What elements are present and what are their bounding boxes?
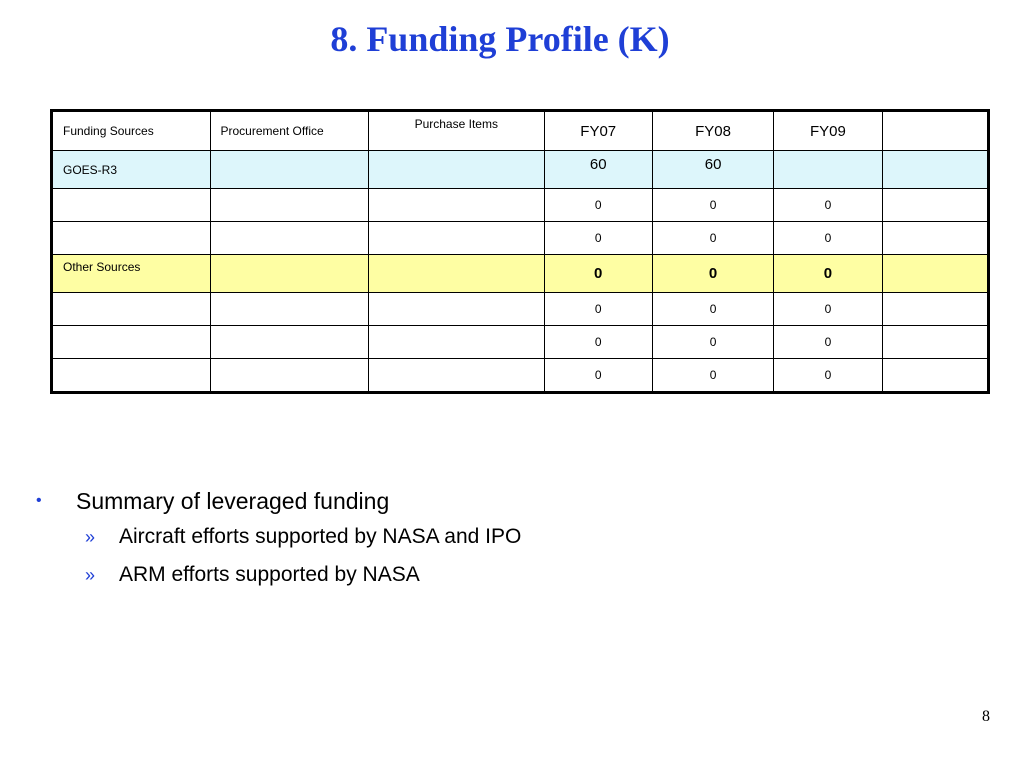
table-cell — [882, 255, 988, 293]
table-cell — [882, 293, 988, 326]
header-fy08: FY08 — [652, 111, 773, 151]
table-cell — [882, 359, 988, 393]
table-cell — [210, 255, 369, 293]
table-cell — [52, 359, 211, 393]
table-cell: 60 — [544, 151, 652, 189]
table-cell: 0 — [774, 359, 882, 393]
table-cell — [210, 326, 369, 359]
table-cell — [369, 222, 545, 255]
table-row — [52, 326, 989, 359]
table-cell: Other Sources — [52, 255, 211, 293]
header-blank — [882, 111, 988, 151]
bullet-dot-icon: • — [36, 492, 42, 509]
table-cell: 0 — [774, 255, 882, 293]
bullet-list — [35, 484, 935, 594]
table-cell — [52, 222, 211, 255]
table-row-goes — [52, 151, 989, 189]
table-cell — [210, 151, 369, 189]
table-cell — [369, 326, 545, 359]
table-cell: 0 — [544, 359, 652, 393]
table-cell — [52, 189, 211, 222]
table-cell — [210, 359, 369, 393]
table-cell — [369, 359, 545, 393]
table-cell — [52, 326, 211, 359]
table-cell: 0 — [774, 326, 882, 359]
header-procurement-office: Procurement Office — [210, 111, 369, 151]
table-cell: 0 — [652, 293, 773, 326]
table-row-other-sources — [52, 255, 989, 293]
table-header-row — [52, 111, 989, 151]
bullet-text: Summary of leveraged funding — [76, 487, 390, 514]
table-cell: 0 — [774, 293, 882, 326]
sub-bullet-text: Aircraft efforts supported by NASA and IPO — [119, 525, 522, 548]
table-cell: 0 — [652, 189, 773, 222]
sub-bullet-item — [35, 556, 935, 594]
page-number: 8 — [982, 708, 990, 725]
table-cell: 0 — [544, 222, 652, 255]
table-cell — [52, 293, 211, 326]
table-cell — [882, 151, 988, 189]
slide-title: 8. Funding Profile (K) — [330, 19, 670, 59]
header-funding-sources: Funding Sources — [52, 111, 211, 151]
table-cell: 60 — [652, 151, 773, 189]
table-cell: 0 — [652, 359, 773, 393]
header-fy09: FY09 — [774, 111, 882, 151]
table-row — [52, 222, 989, 255]
table-cell — [210, 222, 369, 255]
table-cell: 0 — [544, 189, 652, 222]
table-cell: 0 — [652, 255, 773, 293]
table-row — [52, 189, 989, 222]
header-fy07: FY07 — [544, 111, 652, 151]
table-cell: 0 — [652, 326, 773, 359]
table-cell — [882, 326, 988, 359]
double-chevron-icon: » — [85, 564, 96, 585]
table-cell — [774, 151, 882, 189]
table-cell: 0 — [544, 255, 652, 293]
table-cell: GOES-R3 — [52, 151, 211, 189]
sub-bullet-item — [35, 518, 935, 556]
table-cell — [369, 189, 545, 222]
funding-table — [50, 109, 990, 394]
header-purchase-items: Purchase Items — [369, 111, 545, 151]
table-cell — [210, 189, 369, 222]
bullet-item — [35, 484, 935, 518]
table-cell — [369, 151, 545, 189]
table-row — [52, 359, 989, 393]
table-cell: 0 — [544, 326, 652, 359]
table-cell: 0 — [652, 222, 773, 255]
table-row — [52, 293, 989, 326]
sub-bullet-text: ARM efforts supported by NASA — [119, 563, 420, 586]
table-cell — [882, 189, 988, 222]
table-cell: 0 — [774, 189, 882, 222]
double-chevron-icon: » — [85, 526, 96, 547]
table-cell: 0 — [544, 293, 652, 326]
table-cell — [369, 293, 545, 326]
table-cell — [210, 293, 369, 326]
table-cell: 0 — [774, 222, 882, 255]
table-cell — [369, 255, 545, 293]
table-cell — [882, 222, 988, 255]
